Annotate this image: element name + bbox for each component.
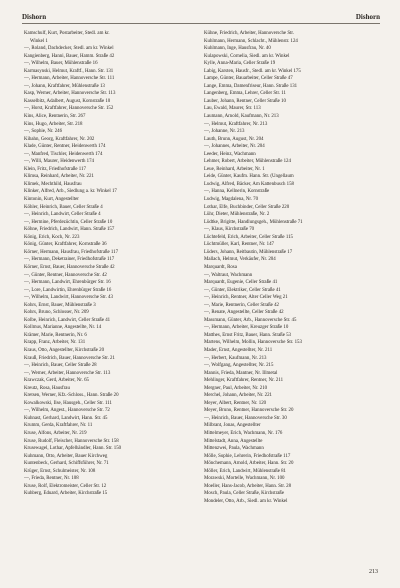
directory-entry: Kruse, Alfons, Arbeiter, Nr. 219 xyxy=(24,430,87,436)
directory-entry: Marquardt, Eugenie, Celler Straße 41 xyxy=(204,280,278,286)
directory-entry: Köhne, Friedrich, Landwirt, Hann. Straße 157 xyxy=(24,227,115,233)
directory-entry: Krumm, Gerda, Kraftfahrer, Nr. 11 xyxy=(24,423,93,429)
directory-entry: Kuhberg, Eduard, Arbeiter, Kirchstraße 15 xyxy=(24,491,108,497)
directory-entry: Mittelstadt, Anna, Angestellte xyxy=(204,438,263,444)
directory-entry: —, Johannes, Arbeiter, Nr. 204 xyxy=(204,144,265,150)
directory-entry: Krawczak, Gerd, Arbeiter, Nr. 65 xyxy=(24,378,89,384)
directory-entry: —, Hermann, Landwirt, Ehrenbürger Str. 16 xyxy=(24,280,111,286)
directory-entry: Mittelmeyer, Erich, Wachmann, Nr. 176 xyxy=(204,430,283,436)
directory-entry: Martens, Wilhelm, Mollin, Hannoversche Str. 153 xyxy=(204,340,302,346)
directory-entry: Kowalkowski, Ilse, Hausgeh., Celler Str. 111 xyxy=(24,400,112,406)
directory-entry: —, Günter, Rentner, Hannoversche Str. 42 xyxy=(24,272,107,278)
directory-entry: —, Waltraut, Wachmann xyxy=(204,272,253,278)
directory-entry: Massmann, Günter, Arb., Hannoversche Str. 45 xyxy=(204,317,297,323)
directory-entry: —, Wilhelm, Angest., Hannoversche Str. 72 xyxy=(24,408,110,414)
directory-entry: Klein, Fritz, Friedhofstraße 117 xyxy=(24,166,86,172)
directory-entry: Kuhlmann, Inge, Hausfrau, Nr. 40 xyxy=(204,46,271,52)
directory-entry: Lothar, Elfe, Buchbinder, Celler Straße 220 xyxy=(204,204,290,210)
header-rule xyxy=(22,23,380,24)
directory-entry: Meyer, Bruno, Rentner, Hannoversche Str. 20 xyxy=(204,408,294,414)
directory-entry: Krüger, Ernst, Schulmeister, Nr. 108 xyxy=(24,468,96,474)
directory-entry: Mittenzwei, Paula, Wachmann xyxy=(204,446,264,452)
directory-entry: Klimek, Mechthild, Hausfrau xyxy=(24,181,82,187)
directory-entry: Mosch, Paula, Celler Straße, Kirchstraße xyxy=(204,491,284,497)
directory-entry: Meyer, Albert, Rentner, Nr. 120 xyxy=(204,400,267,406)
directory-entry: Möller, Erich, Landwirt, Mühlenstraße 81 xyxy=(204,468,286,474)
directory-entry: Kangienberg, Hanni, Bauer, Hamm. Straße 42 xyxy=(24,53,115,59)
directory-entry: Kulapowski, Cornelia, Siedl. am kr. Winkel xyxy=(204,53,290,59)
directory-entry: —, Wolfgang, Angestellter, Nr. 215 xyxy=(204,363,274,369)
directory-entry: Krämer, Marie, Rentnerin, Nr. 6 xyxy=(24,332,87,338)
directory-entry: —, Heinrich, Bauer, Hannoversche Str. 30 xyxy=(204,415,287,421)
directory-entry: Körner, Ernst, Bauer, Hannoversche Straße 42 xyxy=(24,264,115,270)
directory-entry: Klinker, Alfred, Arb., Siedlung a. kr. Winkel 17 xyxy=(24,189,117,195)
directory-entry: Kretsen, Werner, Kfz.-Schloss., Hann. Straße 20 xyxy=(24,393,119,399)
directory-entry: —, Hermine, Pferdezüchtin, Celler Straße 10 xyxy=(24,219,113,225)
directory-entry: Mergner, Paul, Arbeiter, Nr. 210 xyxy=(204,385,268,391)
directory-entry: Kraus, Otto, Angestellter, Kirchstraße 20 xyxy=(24,347,105,353)
directory-entry: Kolbe, Heinrich, Landwirt, Celler Straße 41 xyxy=(24,317,111,323)
directory-entry: Lühr, Dieter, Mühlenstraße, Nr. 2 xyxy=(204,212,270,218)
directory-entry: —, Günter, Elektriker, Celler Straße 41 xyxy=(204,287,281,293)
directory-entry: Leide, Günter, Kaufm. Hann. Str. (Ungellaum xyxy=(204,174,294,180)
directory-entry: —, Klaus, Kirchstraße 70 xyxy=(204,227,255,233)
directory-entry: —, Marie, Rentnerin, Celler Straße 42 xyxy=(204,302,279,308)
directory-entry: —, Frieda, Rentner, Nr. 108 xyxy=(24,476,79,482)
directory-entry: Kuhnast, Gerhard, Landwirt, Hann. Str. 45 xyxy=(24,415,108,421)
directory-entry: Lauber, Johann, Rentner, Celler Straße 10 xyxy=(204,98,286,104)
directory-entry: Klimsa, Reinhard, Arbeiter, Nr. 221 xyxy=(24,174,94,180)
directory-entry: —, Hermann, Arbeiter, Hannoversche Str. 111 xyxy=(24,76,115,82)
directory-entry: —, Manfred, Tischler, Heidenwerth 174 xyxy=(24,151,103,157)
directory-entry: —, Lore, Landwirtin, Ehrenbürger Straße 16 xyxy=(24,287,112,293)
directory-entry: Lau, Ewald, Maurer, Str. 113 xyxy=(204,106,261,112)
directory-entry: Kohrs, Ernst, Bauer, Mühlenstraße 3 xyxy=(24,302,96,308)
running-header-left: Dishorn xyxy=(22,13,47,21)
directory-entry: Kuhmann, Otto, Arbeiter, Bauer Kirchweg xyxy=(24,453,108,459)
directory-entry: —, Heinrich, Rentner, Alter Celler Weg 21 xyxy=(204,295,288,301)
directory-entry: Kamschulf, Kurt, Postarbeiter, Stedl. am kr. xyxy=(24,31,110,36)
directory-entry: Marquardt, Rosa xyxy=(204,264,237,270)
directory-entry: —, Wilhelm, Bauer, Mühlenstraße 16 xyxy=(24,61,98,67)
directory-entry: Kins, Hugo, Arbeiter, Str. 218 xyxy=(24,121,83,127)
directory-entry: Mondeler, Otto, Arb., Siedl. am kr. Winkel xyxy=(204,498,288,504)
directory-entry: Moeller, Hans-Jacob, Arbeiter, Hann. Str. 28 xyxy=(204,483,292,489)
directory-entry: —, Horst, Kraftfahrer, Hannoversche Str. 152 xyxy=(24,106,114,112)
directory-entry: Krauß, Friedrich, Bauer, Hannoversche Str. 21 xyxy=(24,355,115,361)
directory-entry: —, Wilhelm, Landwirt, Hannoversche Str. 43 xyxy=(24,295,113,301)
directory-entry: Matthes, Ernst Fritz, Bauer, Hann. Straße 53 xyxy=(204,332,292,338)
directory-entry: —, Werner, Arbeiter, Hannoversche Str. 113 xyxy=(24,370,111,376)
left-column xyxy=(24,30,202,498)
directory-entry: Kollmus, Marianne, Angestellte, Nr. 14 xyxy=(24,325,102,331)
directory-entry: Kuhlmann, Hermann, Schlacht., Mühlenstr. 124 xyxy=(204,38,298,44)
directory-entry: Lampe, Günter, Bauarbeiter, Celler Straße 47 xyxy=(204,76,293,82)
directory-entry: Labig, Karsten, Hausfr., Stedl. am kr. Winkel 175 xyxy=(204,68,301,74)
running-header-right: Dishorn xyxy=(355,13,380,21)
directory-entry: Ludwig, Magdalena, Nr. 70 xyxy=(204,197,259,203)
directory-entry: Leue, Reinhard, Arbeiter, Nr. 1 xyxy=(204,166,265,172)
directory-entry: Lüders, Johann, Reitbautin, Mühlenstraße 17 xyxy=(204,249,293,255)
directory-entry: Karmasynski, Helmut, Kraftf., Hann. Str. 131 xyxy=(24,68,114,74)
directory-entry: —, Heinrich, Landwirt, Celler Straße 4 xyxy=(24,212,101,218)
directory-entry: Kühne, Friedrich, Arbeiter, Hannoversche Str. xyxy=(204,31,294,36)
directory-entry: Kohrs, Bruno, Schlosser, Nr. 209 xyxy=(24,310,89,316)
directory-entry: Lüdtke, Brigitte, Handlungsgeh., Mühlenstraße 71 xyxy=(204,219,303,225)
directory-entry: Kuntenbeck, Gerhard, Schiffsführer, Nr. 71 xyxy=(24,461,109,467)
directory-entry: König, Erich, Koch, Nr. 223 xyxy=(24,234,80,240)
directory-entry: Kylle, Anna-Maria, Celler Straße 19 xyxy=(204,61,276,67)
directory-entry: Kreutz, Rosa, Hausfrau xyxy=(24,385,70,391)
directory-entry: Krusewagel, Lothar, Apfelhändler, Hann. Str. 150 xyxy=(24,446,122,452)
directory-entry: —, Hanna, Kellnerin, Kornstraße xyxy=(204,189,270,195)
directory-entry: —, Renate, Angestellte, Celler Straße 42 xyxy=(204,310,284,316)
page-number: 213 xyxy=(369,569,378,575)
directory-entry: —, Johanne, Nr. 213 xyxy=(204,129,245,135)
directory-entry: Milbrant, Jonas, Angestellter xyxy=(204,423,261,429)
directory-entry: Kibahn, Georg, Kraftfahrer, Nr. 202 xyxy=(24,136,95,142)
directory-entry: —, Johann, Kraftfahrer, Mühlenstraße 13 xyxy=(24,83,105,89)
directory-entry: —, Hermann, Arbeiter, Kreuzger Straße 10 xyxy=(204,325,289,331)
directory-entry: Morawski, Mortelle, Wachmann, Nr. 100 xyxy=(204,476,285,482)
directory-entry: Lange, Emma, Damenfriseur, Hann. Straße 131 xyxy=(204,83,298,89)
directory-entry: —, Willi, Maurer, Heidenwerth 174 xyxy=(24,159,95,165)
directory-entry: Mönchemann, Arnold, Arbeiter, Hann. Str. 20 xyxy=(204,461,294,467)
directory-entry: Mölle, Sophie, Lehrerin, Friedhofstraße 117 xyxy=(204,453,291,459)
directory-entry: Krapp, Franz, Arbeiter, Nr. 131 xyxy=(24,340,86,346)
directory-entry: Kruse, Rudolf, Fleischer, Hannoversche Str. 158 xyxy=(24,438,119,444)
directory-entry: —, Helmut, Kraftfahrer, Nr. 213 xyxy=(204,121,268,127)
directory-entry: —, Sophie, Nr. 246 xyxy=(24,129,63,135)
directory-entry: Lehmer, Robert, Arbeiter, Mühlenstraße 124 xyxy=(204,159,291,165)
directory-entry: Mannis, Frieda, Mantner, Nr. Illmetal xyxy=(204,370,278,376)
directory-entry: Lüchtefeld, Erich, Arbeiter, Celler Straße 115 xyxy=(204,234,293,240)
directory-entry: Mallach, Helmut, Verkäufer, Nr. 204 xyxy=(204,257,276,263)
directory-entry: —, Roland, Dachdecker, Stedl. am kr. Winkel xyxy=(24,46,114,52)
directory-entry: Kasp, Werner, Arbeiter, Hannoversche Str. 113 xyxy=(24,91,116,97)
directory-entry: Kasselbitz, Adalbert, August, Kornstraße 10 xyxy=(24,98,111,104)
directory-entry: Körner, Hermann, Hausfrau, Friedhofstraße 117 xyxy=(24,249,119,255)
directory-entry: Kintonin, Kurt, Angestellter xyxy=(24,197,79,203)
right-column xyxy=(204,30,382,505)
directory-entry: Kruse, Rolf, Elektromeister, Celler Str. 12 xyxy=(24,483,107,489)
directory-entry: Klade, Günter, Rentner, Heidenwerth 174 xyxy=(24,144,106,150)
directory-entry: Köhler, Heinrich, Bauer, Celler Straße 4 xyxy=(24,204,103,210)
directory-entry: Winkel 1 xyxy=(30,38,48,44)
directory-entry: —, Hermann, Deketrainer, Friedhofstraße 117 xyxy=(24,257,115,263)
directory-entry: —, Herbert, Kaufmann, Nr. 213 xyxy=(204,355,267,361)
directory-entry: Kins, Alice, Rentnerin, Str. 267 xyxy=(24,114,86,120)
directory-entry: Langenberg, Emma, Lehrer, Celler Str. 11 xyxy=(204,91,286,97)
directory-entry: Mader, Ernst, Angestellter, Nr. 211 xyxy=(204,347,273,353)
directory-entry: —, Heinrich, Bauer, Celler Straße 28 xyxy=(24,363,97,369)
directory-entry: König, Günter, Kraftfahrer, Kornstraße 36 xyxy=(24,242,107,248)
directory-entry: Ludwig, Alfred, Bäcker, Am Kattenbusch 158 xyxy=(204,181,294,187)
directory-entry: Laumann, Arnold, Kaufmann, Nr. 213 xyxy=(204,114,279,120)
directory-entry: Lauth, Brunn, August, Nr. 204 xyxy=(204,136,264,142)
directory-entry: Lüchtmüller, Karl, Rentner, Nr. 147 xyxy=(204,242,274,248)
directory-entry: Merchel, Johann, Arbeiter, Nr. 221 xyxy=(204,393,272,399)
directory-entry: Leeder, Heinz, Wachmann xyxy=(204,151,256,157)
directory-entry: Mehlinger, Kraftfahrer, Rentner, Nr. 211 xyxy=(204,378,284,384)
